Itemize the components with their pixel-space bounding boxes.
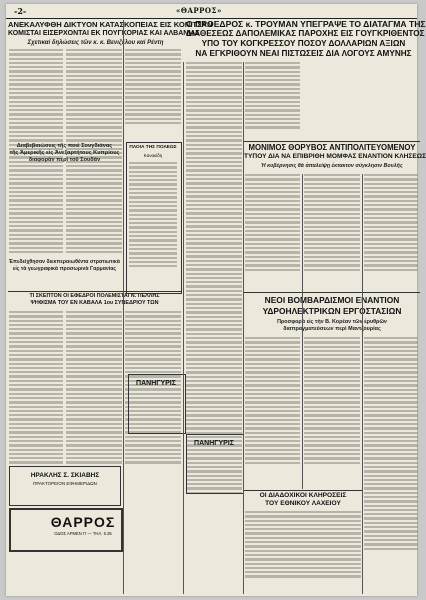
divider: [244, 292, 420, 293]
left-subhead-1: Σχετικαί δηλώσεις τῶν κ. κ. Βενιζέλου καί Ρέντη: [27, 40, 164, 46]
right-headline-6: ΤΟΥ ΕΘΝΙΚΟΥ ΛΑΧΕΙΟΥ: [265, 500, 341, 507]
box-sub: Κανακίδη: [143, 153, 163, 158]
story-2-head-3: διαφορὰν περὶ τοῦ Σουδάν: [28, 157, 101, 163]
right-headline-4: ΥΔΡΟΗΛΕΚΤΡΙΚΩΝ ΕΡΓΟΣΤΑΣΙΩΝ: [262, 306, 402, 316]
right-subhead-3: διαπραγματεύσεων περὶ Μαντζουρίας: [283, 326, 381, 332]
newspaper-page: [6, 4, 426, 596]
right-headline-5: ΟΙ ΔΙΑΔΟΧΙΚΟΙ ΚΛΗΡΟΣΕΙΣ: [259, 492, 347, 499]
left-headline-1: ΑΝΕΚΑΛΥΦΘΗ ΔΙΚΤΥΟΝ ΚΑΤΑΣΚΟΠΕΙΑΣ ΕΙΣ ΚΟΝΙΤΣΑΝ: [8, 20, 213, 29]
column-rule: [243, 62, 244, 594]
left-headline-2: ΚΟΜΙΣΤΑΙ ΕΙΣΕΡΧΟΝΤΑΙ ΕΚ ΠΟΥΓΚΟΡΙΑΣ ΚΑΙ ΑΛΒΑΝΙΑΣ: [8, 30, 200, 37]
text-column: [304, 174, 360, 290]
right-headline-1: ΜΟΝΙΜΟΣ ΘΟΡΥΒΟΣ ΑΝΤΙΠΟΛΙΤΕΥΟΜΕΝΟΥ: [248, 143, 416, 152]
text-column: [66, 49, 122, 289]
column-rule: [123, 20, 124, 594]
ad-3-title: ΠΑΝΗΓΥΡΙΣ: [136, 380, 176, 387]
text-column: [129, 162, 177, 288]
text-column: [245, 62, 300, 140]
ad-1-title: ΗΡΑΚΛΗΣ Σ. ΣΚΙΑΒΗΣ: [30, 472, 100, 479]
story-2-head-2: τῆς Ἀμερικῆς εἰς Ἀνεξαρτήτους Κυπρίους: [9, 150, 120, 156]
story-4-head-1: ΤΙ ΣΚΕΠΤΟΝ ΟΙ ΕΦΕΔΡΟΙ ΠΟΛΕΜΙΣΤΑΙ Ν. ΠΕΛΛΗΣ: [29, 293, 160, 299]
page-number: -2-: [14, 6, 27, 16]
text-column: [364, 337, 418, 587]
divider: [244, 141, 420, 142]
text-column: [364, 174, 418, 290]
text-column: [245, 174, 300, 290]
column-rule: [302, 174, 303, 489]
text-column: [9, 49, 63, 289]
ad-2-sub: ΟΔΟΣ ΑΡΜΕΝ ΓΙ — ΤΗΛ. 5.35: [54, 531, 112, 536]
box-title: ΠΛΟΙΑ ΤΗΣ ΠΟΛΕΩΣ: [129, 145, 177, 150]
masthead: «ΘΑΡΡΟΣ»: [176, 6, 222, 15]
ad-1-sub: ΠΡΑΚΤΟΡΕΙΟΝ ΕΦΗΜΕΡΙΔΩΝ: [33, 481, 97, 486]
lottery-table: [245, 511, 361, 589]
main-headline-1: Ο ΠΡΟΕΔΡΟΣ κ. ΤΡΟΥΜΑΝ ΥΠΕΓΡΑΨΕ ΤΟ ΔΙΑΤΑΓΜΑ ΤΗΣ: [186, 19, 426, 29]
right-headline-2: ΤΥΠΟΥ ΔΙΑ ΝΑ ΕΠΙΒΡΙΘΗ ΜΟΜΦΑΣ ΕΝΑΝΤΙΟΝ ΚΛΗΣΕΩΣ: [244, 153, 426, 160]
ad-4-title: ΠΑΝΗΓΥΡΙΣ: [194, 440, 234, 447]
ad-2-title: ΘΑΡΡΟΣ: [50, 514, 116, 530]
story-2-head-1: Διαβεβαιώσεις τῆς ποιὲ Σουγδιάνας: [16, 143, 113, 149]
right-headline-3: ΝΕΟΙ ΒΟΜΒΑΡΔΙΣΜΟΙ ΕΝΑΝΤΙΟΝ: [264, 295, 400, 305]
main-headline-3: ΥΠΟ ΤΟΥ ΚΟΓΚΡΕΣΣΟΥ ΠΟΣΟΥ ΔΟΛΛΑΡΙΩΝ ΑΞΙΩΝ: [201, 39, 406, 48]
story-4-head-2: ΨΗΦΙΣΜΑ ΤΟΥ ΕΝ ΚΑΒΑΛΑ 1ου ΣΥΝΕΔΡΙΟΥ ΤΩΝ: [30, 300, 159, 306]
right-subhead-2: Προσφορὰ εἰς τὴν Β. Κορέαν τῶν ἐρυθρῶν: [277, 319, 387, 325]
column-rule: [183, 62, 184, 594]
main-headline-2: ΔΙΑΘΕΣΕΩΣ ΔΑΠΟΛΕΜΙΚΑΣ ΠΑΡΟΧΗΣ ΕΙΣ ΓΟΥΓΚΡΙΘΕΝΤΟΣ: [186, 29, 425, 38]
text-column: [304, 337, 360, 487]
text-column: [125, 49, 181, 139]
main-headline-4: ΝΑ ΕΓΚΡΙΘΟΥΝ ΝΕΑΙ ΠΙΣΤΩΣΕΙΣ ΔΙΑ ΛΟΓΟΥΣ ΑΜΥΝΗΣ: [195, 49, 412, 58]
right-subhead-1: Ἡ κυβέρνησις θὰ ἀπαλείψῃ ἐκτακτον σύγκλησιν Βουλῆς: [261, 163, 403, 169]
divider: [244, 490, 362, 491]
text-column: [245, 337, 300, 487]
page-header: [6, 4, 417, 19]
story-3-head-1: Ἐπεδείχθησαν διεκπεραιωθέντα στρατιωτικὰ: [9, 259, 120, 265]
column-rule: [362, 174, 363, 594]
story-3-head-2: εἰς τὰ γεωγραφικὰ προσωρινὰ Γαρμανίας: [12, 266, 117, 272]
